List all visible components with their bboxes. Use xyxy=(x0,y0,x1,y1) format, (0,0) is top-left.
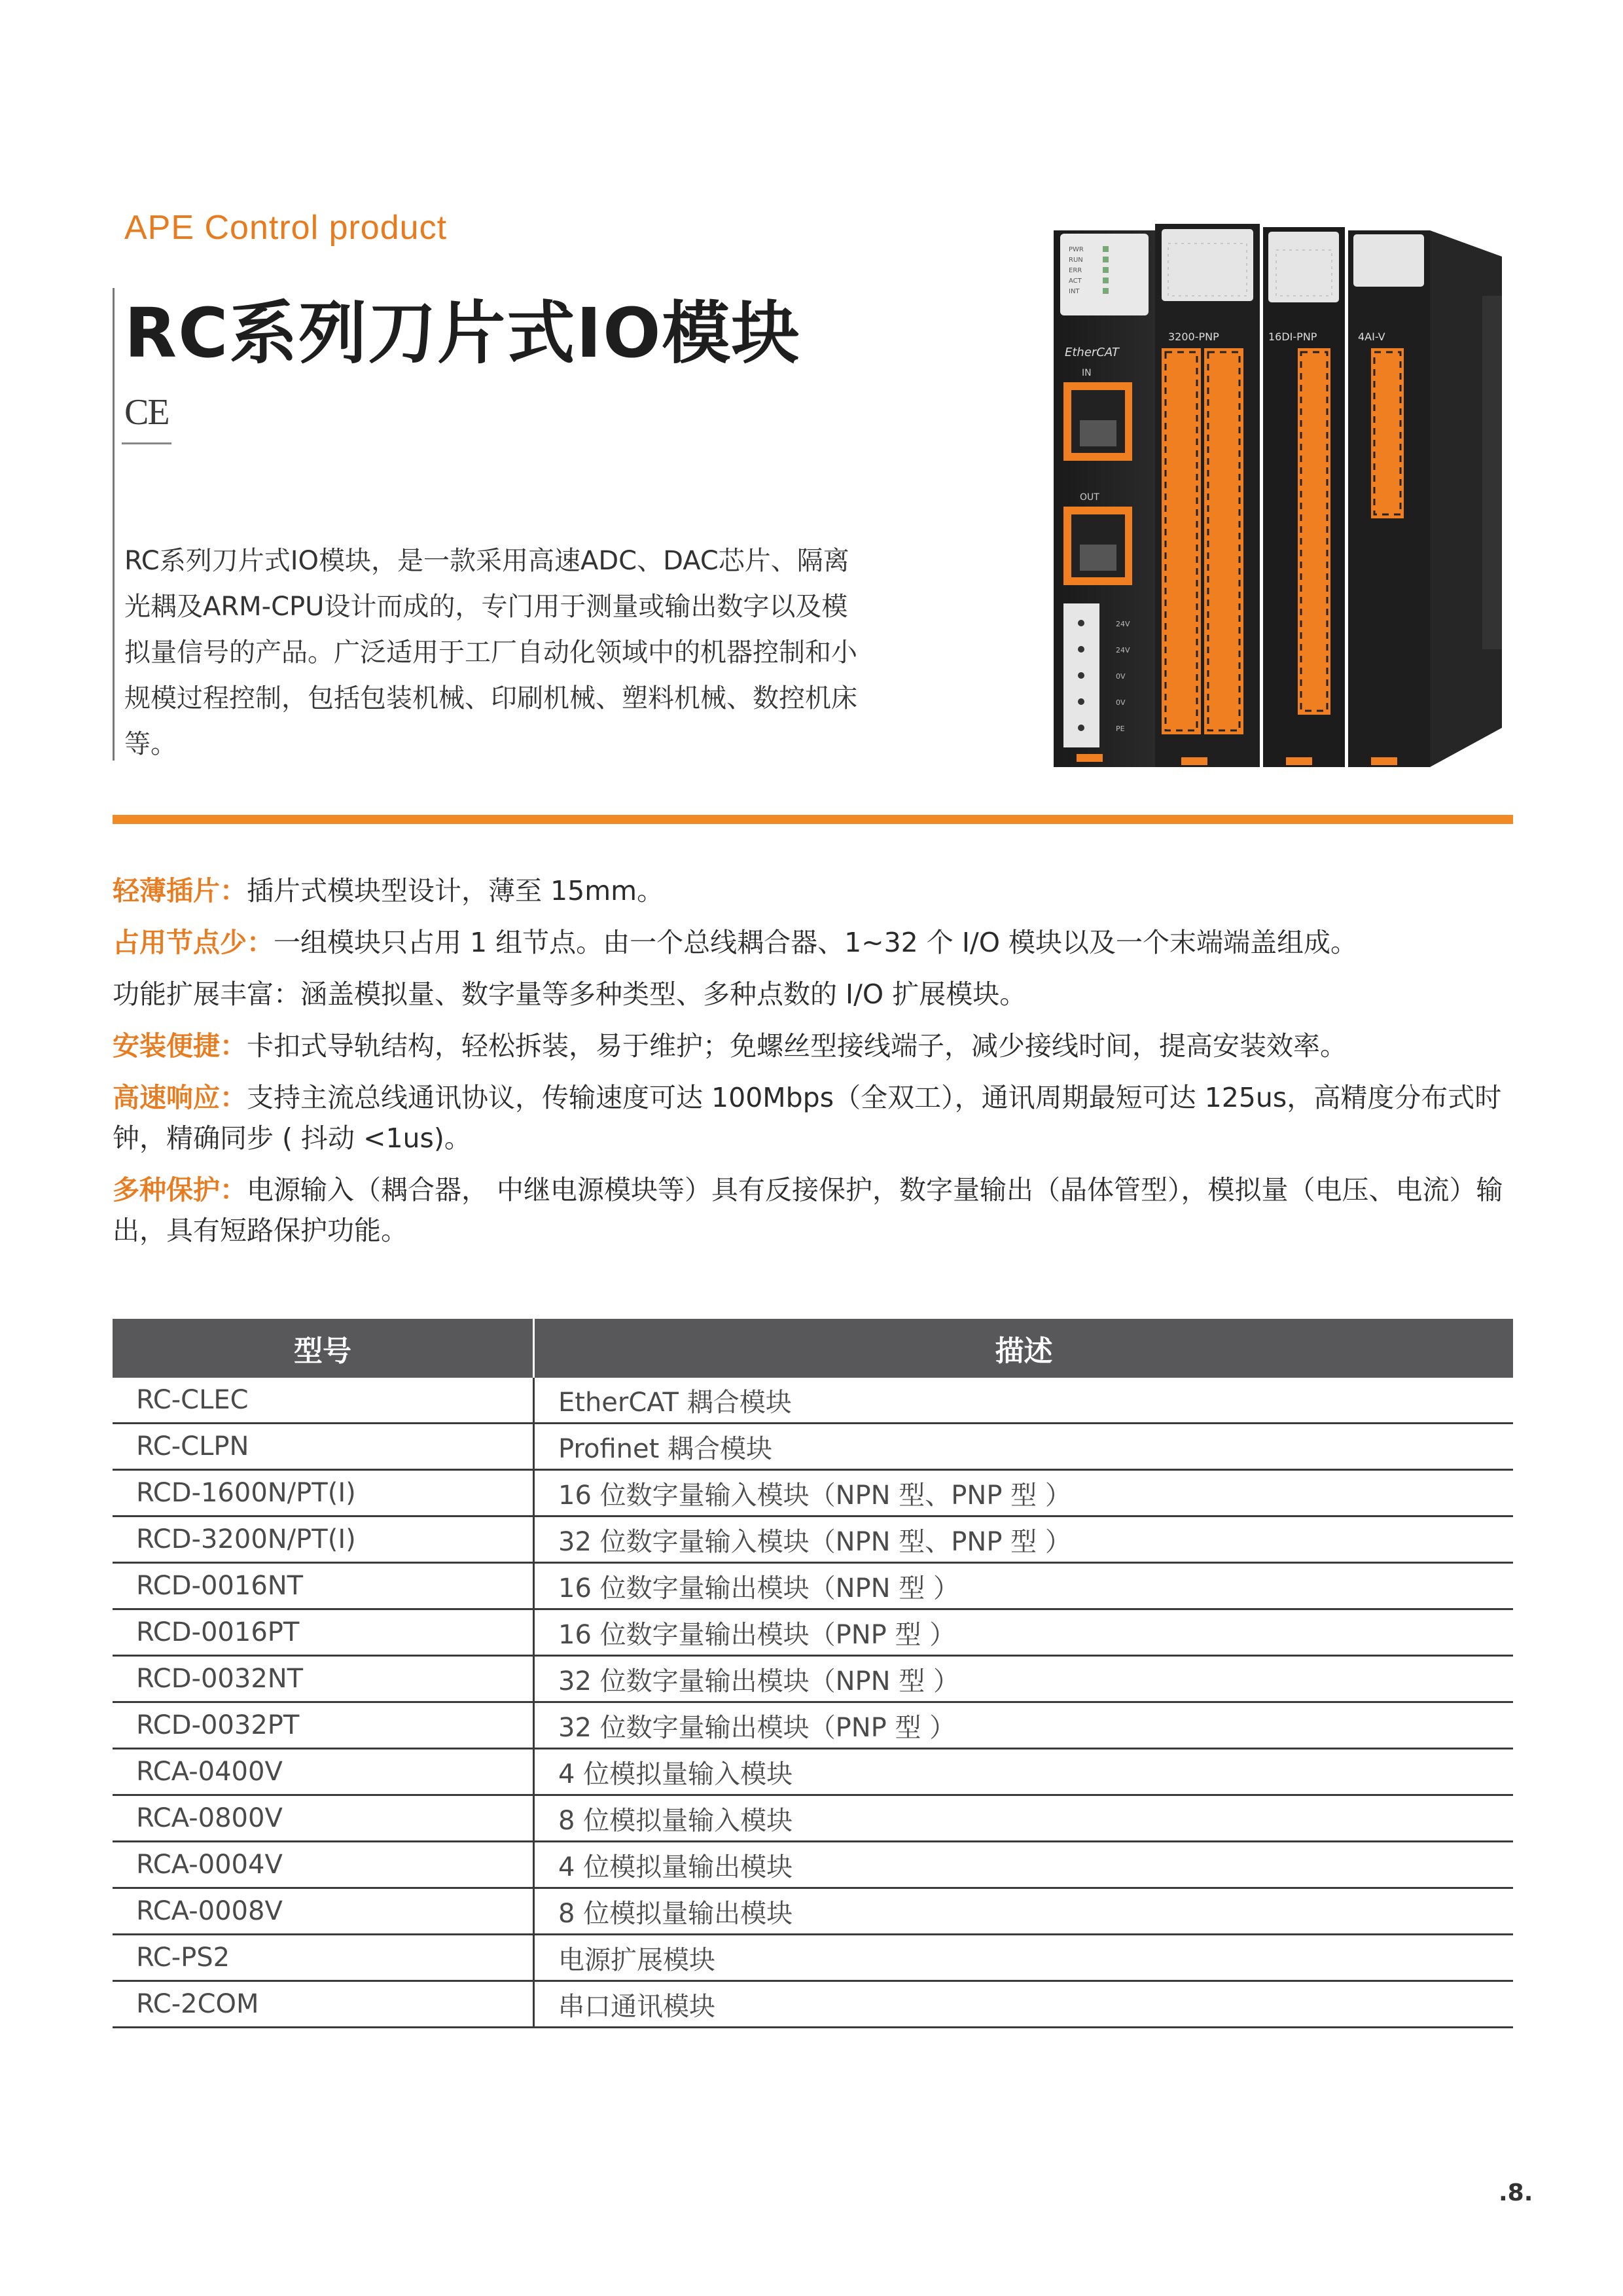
table-row xyxy=(113,1656,1513,1702)
orange-divider xyxy=(113,815,1513,824)
column-header-model: 型号 xyxy=(113,1319,534,1378)
page-number: .8. xyxy=(1499,2179,1533,2206)
led-label: RUN xyxy=(1069,257,1083,264)
description-cell: 32 位数字量输入模块（NPN 型、PNP 型 ） xyxy=(534,1516,1514,1563)
model-cell: RCD-0016NT xyxy=(113,1563,534,1609)
description-cell: 32 位数字量输出模块（PNP 型 ） xyxy=(534,1702,1514,1749)
table-row xyxy=(113,1378,1513,1424)
page-title: RC系列刀片式IO模块 xyxy=(124,293,801,373)
column-header-description: 描述 xyxy=(534,1319,1514,1378)
ce-underline xyxy=(122,442,171,444)
led-label: INT xyxy=(1069,288,1080,295)
feature-label: 轻薄插片： xyxy=(113,875,247,906)
brand-line: APE Control product xyxy=(124,209,448,247)
model-cell: RC-CLEC xyxy=(113,1378,534,1424)
title-rule xyxy=(113,288,115,761)
feature-label: 高速响应： xyxy=(113,1082,247,1113)
description-cell: 16 位数字量输入模块（NPN 型、PNP 型 ） xyxy=(534,1470,1514,1516)
model-table xyxy=(113,1319,1513,2028)
model-cell: RCD-3200N/PT(I) xyxy=(113,1516,534,1563)
feature-text: 插片式模块型设计，薄至 15mm。 xyxy=(247,875,664,906)
ce-mark: CE xyxy=(124,392,169,433)
model-cell: RCA-0800V xyxy=(113,1795,534,1842)
model-cell: RC-PS2 xyxy=(113,1935,534,1981)
table-row xyxy=(113,1470,1513,1516)
model-cell: RC-2COM xyxy=(113,1981,534,2028)
port-out-label: OUT xyxy=(1080,492,1099,503)
description-cell: 16 位数字量输出模块（NPN 型 ） xyxy=(534,1563,1514,1609)
model-cell: RCD-1600N/PT(I) xyxy=(113,1470,534,1516)
table-row xyxy=(113,1702,1513,1749)
table-row xyxy=(113,1609,1513,1656)
model-cell: RCA-0008V xyxy=(113,1888,534,1935)
feature-item xyxy=(113,1170,1513,1251)
feature-text: 卡扣式导轨结构，轻松拆装，易于维护；免螺丝型接线端子，减少接线时间，提高安装效率。 xyxy=(247,1030,1347,1062)
led-label: ERR xyxy=(1069,267,1082,274)
table-row xyxy=(113,1935,1513,1981)
description-cell: 电源扩展模块 xyxy=(534,1935,1514,1981)
table-row xyxy=(113,1842,1513,1888)
table-row xyxy=(113,1563,1513,1609)
description-cell: 串口通讯模块 xyxy=(534,1981,1514,2028)
terminal-label: 0V xyxy=(1116,672,1126,681)
port-in-label: IN xyxy=(1082,368,1092,378)
description-cell: 16 位数字量输出模块（PNP 型 ） xyxy=(534,1609,1514,1656)
feature-item xyxy=(113,870,1513,911)
intro-paragraph: RC系列刀片式IO模块，是一款采用高速ADC、DAC芯片、隔离光耦及ARM-CPU设计而成的，专门用于测量或输出数字以及模拟量信号的产品。广泛适用于工厂自动化领域中的机器控制和小规模过程控制，包括包装机械、印刷机械、塑料机械、数控机床等。 xyxy=(124,546,857,759)
terminal-label: 0V xyxy=(1116,698,1126,707)
feature-item xyxy=(113,922,1513,963)
feature-text: 电源输入（耦合器， 中继电源模块等）具有反接保护，数字量输出（晶体管型），模拟量（电压、电流）输出，具有短路保护功能。 xyxy=(113,1174,1503,1246)
table-row xyxy=(113,1516,1513,1563)
module-label: 16DI-PNP xyxy=(1268,331,1317,343)
terminal-label: 24V xyxy=(1116,620,1130,628)
module-label: 4AI-V xyxy=(1358,331,1385,343)
model-cell: RCD-0032NT xyxy=(113,1656,534,1702)
feature-text: 支持主流总线通讯协议，传输速度可达 100Mbps（全双工），通讯周期最短可达 125us，高精度分布式时钟，精确同步 ( 抖动 <1us)。 xyxy=(113,1082,1502,1154)
coupler-label: EtherCAT xyxy=(1065,346,1119,359)
table-row xyxy=(113,1424,1513,1470)
table-header-row xyxy=(113,1319,1513,1378)
feature-text: 功能扩展丰富：涵盖模拟量、数字量等多种类型、多种点数的 I/O 扩展模块。 xyxy=(113,978,1027,1010)
model-cell: RCD-0032PT xyxy=(113,1702,534,1749)
description-cell: Profinet 耦合模块 xyxy=(534,1424,1514,1470)
table-row xyxy=(113,1981,1513,2028)
description-cell: 4 位模拟量输入模块 xyxy=(534,1749,1514,1795)
feature-label: 安装便捷： xyxy=(113,1030,247,1062)
model-cell: RC-CLPN xyxy=(113,1424,534,1470)
feature-label: 多种保护： xyxy=(113,1174,247,1206)
table-row xyxy=(113,1749,1513,1795)
table-row xyxy=(113,1888,1513,1935)
feature-list xyxy=(113,870,1513,1262)
led-label: PWR xyxy=(1069,246,1084,253)
description-cell: EtherCAT 耦合模块 xyxy=(534,1378,1514,1424)
description-cell: 8 位模拟量输出模块 xyxy=(534,1888,1514,1935)
product-image xyxy=(1050,204,1508,770)
model-cell: RCA-0400V xyxy=(113,1749,534,1795)
terminal-label: PE xyxy=(1116,725,1125,733)
description-cell: 4 位模拟量输出模块 xyxy=(534,1842,1514,1888)
feature-item xyxy=(113,974,1513,1014)
module-label: 3200-PNP xyxy=(1168,331,1219,343)
led-label: ACT xyxy=(1069,278,1082,285)
feature-label: 占用节点少： xyxy=(113,927,274,958)
feature-item xyxy=(113,1026,1513,1066)
model-cell: RCA-0004V xyxy=(113,1842,534,1888)
description-cell: 32 位数字量输出模块（NPN 型 ） xyxy=(534,1656,1514,1702)
model-cell: RCD-0016PT xyxy=(113,1609,534,1656)
table-row xyxy=(113,1795,1513,1842)
feature-text: 一组模块只占用 1 组节点。由一个总线耦合器、1~32 个 I/O 模块以及一个末端端盖组成。 xyxy=(274,927,1358,958)
description-cell: 8 位模拟量输入模块 xyxy=(534,1795,1514,1842)
feature-item xyxy=(113,1077,1513,1158)
terminal-label: 24V xyxy=(1116,646,1130,655)
